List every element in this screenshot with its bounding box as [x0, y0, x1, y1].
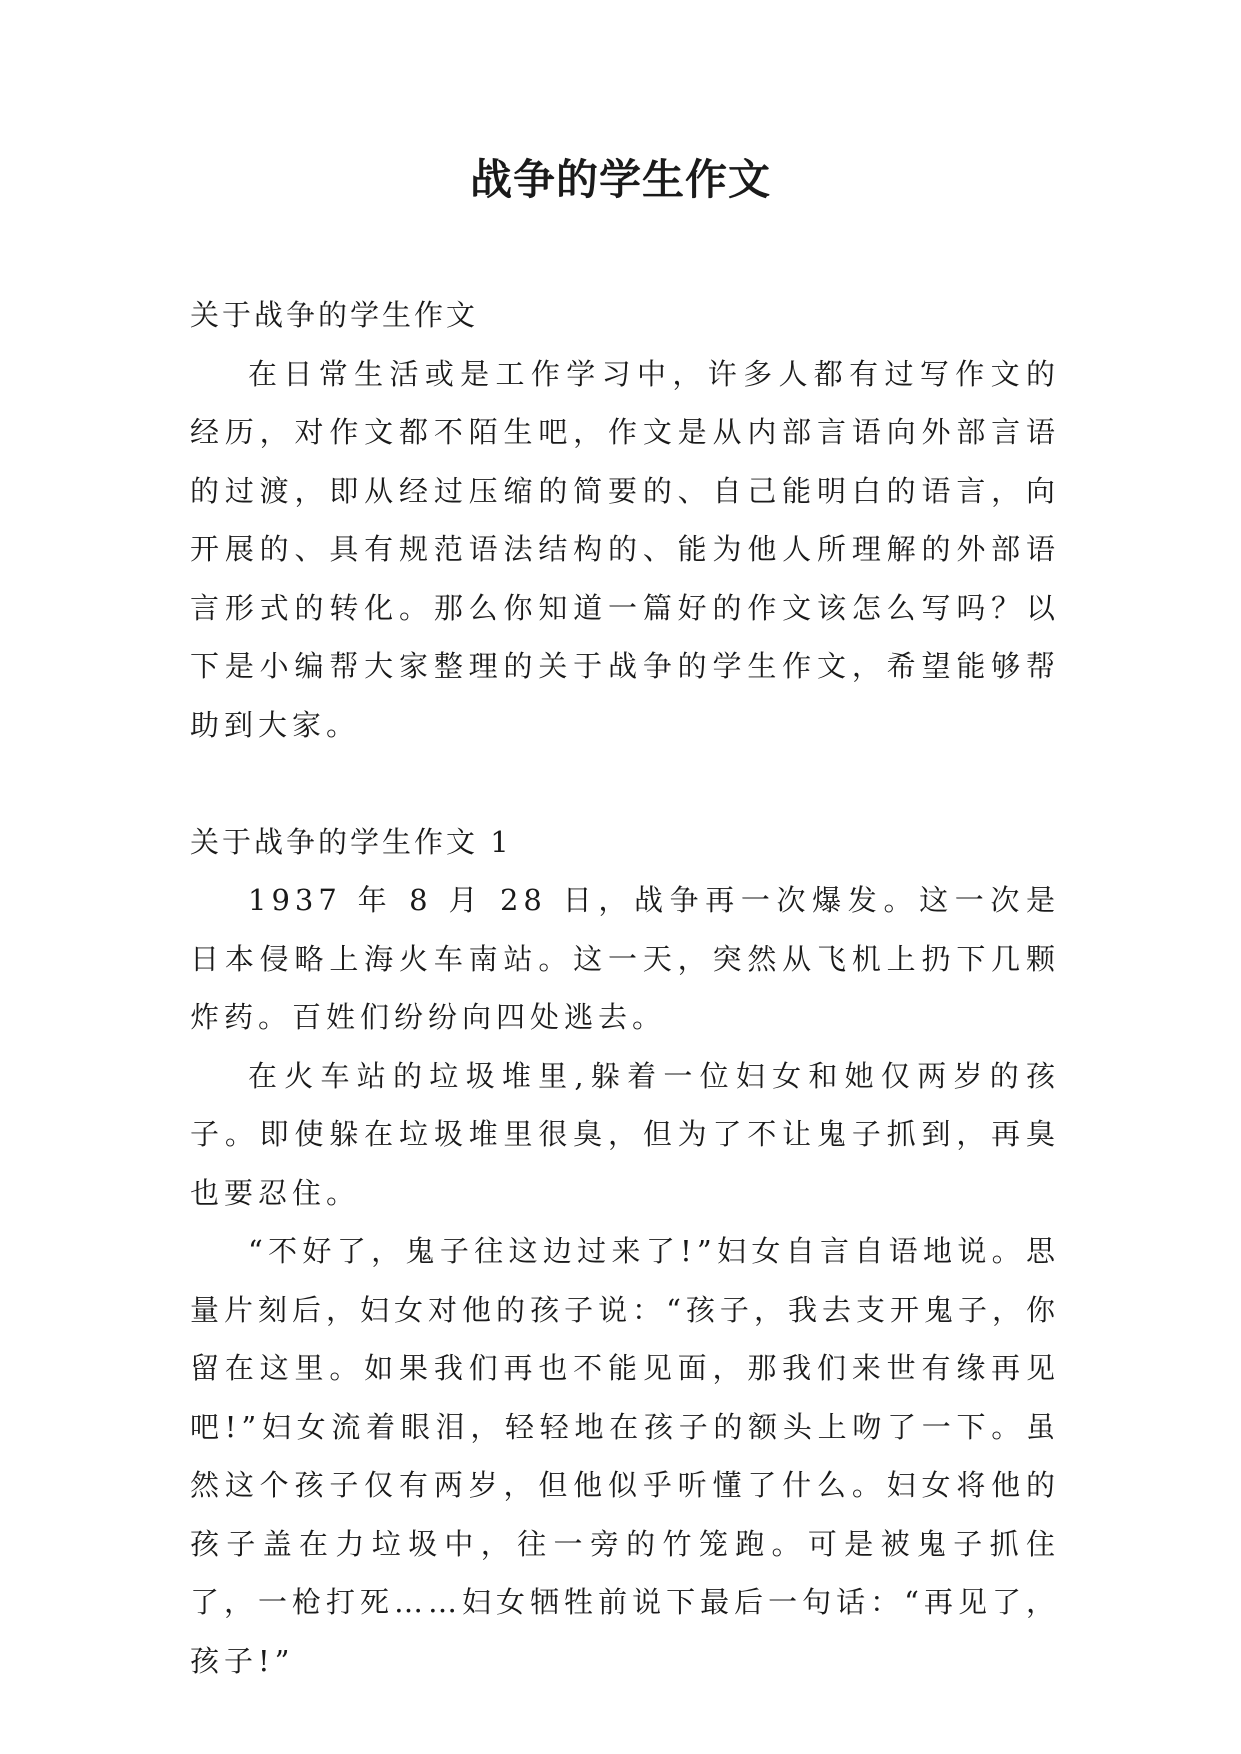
essay-paragraph: 1937 年 8 月 28 日，战争再一次爆发。这一次是日本侵略上海火车南站。这一天，突然从飞机上扔下几颗炸药。百姓们纷纷向四处逃去。	[190, 883, 1060, 1034]
essay-paragraph: “不好了，鬼子往这边过来了!”妇女自言自语地说。思量片刻后，妇女对他的孩子说：“孩子，我去支开鬼子，你留在这里。如果我们再也不能见面，那我们来世有缘再见吧!”妇女流着眼泪，轻轻地在孩子的额头上吻了一下。虽然这个孩子仅有两岁，但他似乎听懂了什么。妇女将他的孩子盖在力垃圾中，往一旁的竹笼跑。可是被鬼子抓住了，一枪打死……妇女牺牲前说下最后一句话：“再见了，孩子!”	[190, 1234, 1060, 1678]
document-body	[190, 286, 1060, 1690]
intro-paragraph: 在日常生活或是工作学习中，许多人都有过写作文的经历，对作文都不陌生吧，作文是从内部言语向外部言语的过渡，即从经过压缩的简要的、自己能明白的语言，向开展的、具有规范语法结构的、能为他人所理解的外部语言形式的转化。那么你知道一篇好的作文该怎么写吗？以下是小编帮大家整理的关于战争的学生作文，希望能够帮助到大家。	[190, 356, 1060, 742]
intro-heading: 关于战争的学生作文	[190, 298, 479, 332]
document-title: 战争的学生作文	[469, 155, 771, 204]
essay-heading: 关于战争的学生作文 1	[190, 824, 512, 859]
essay-paragraph: 在火车站的垃圾堆里,躲着一位妇女和她仅两岁的孩子。即使躲在垃圾堆里很臭，但为了不让鬼子抓到，再臭也要忍住。	[190, 1058, 1060, 1210]
section-spacer	[190, 754, 1060, 813]
